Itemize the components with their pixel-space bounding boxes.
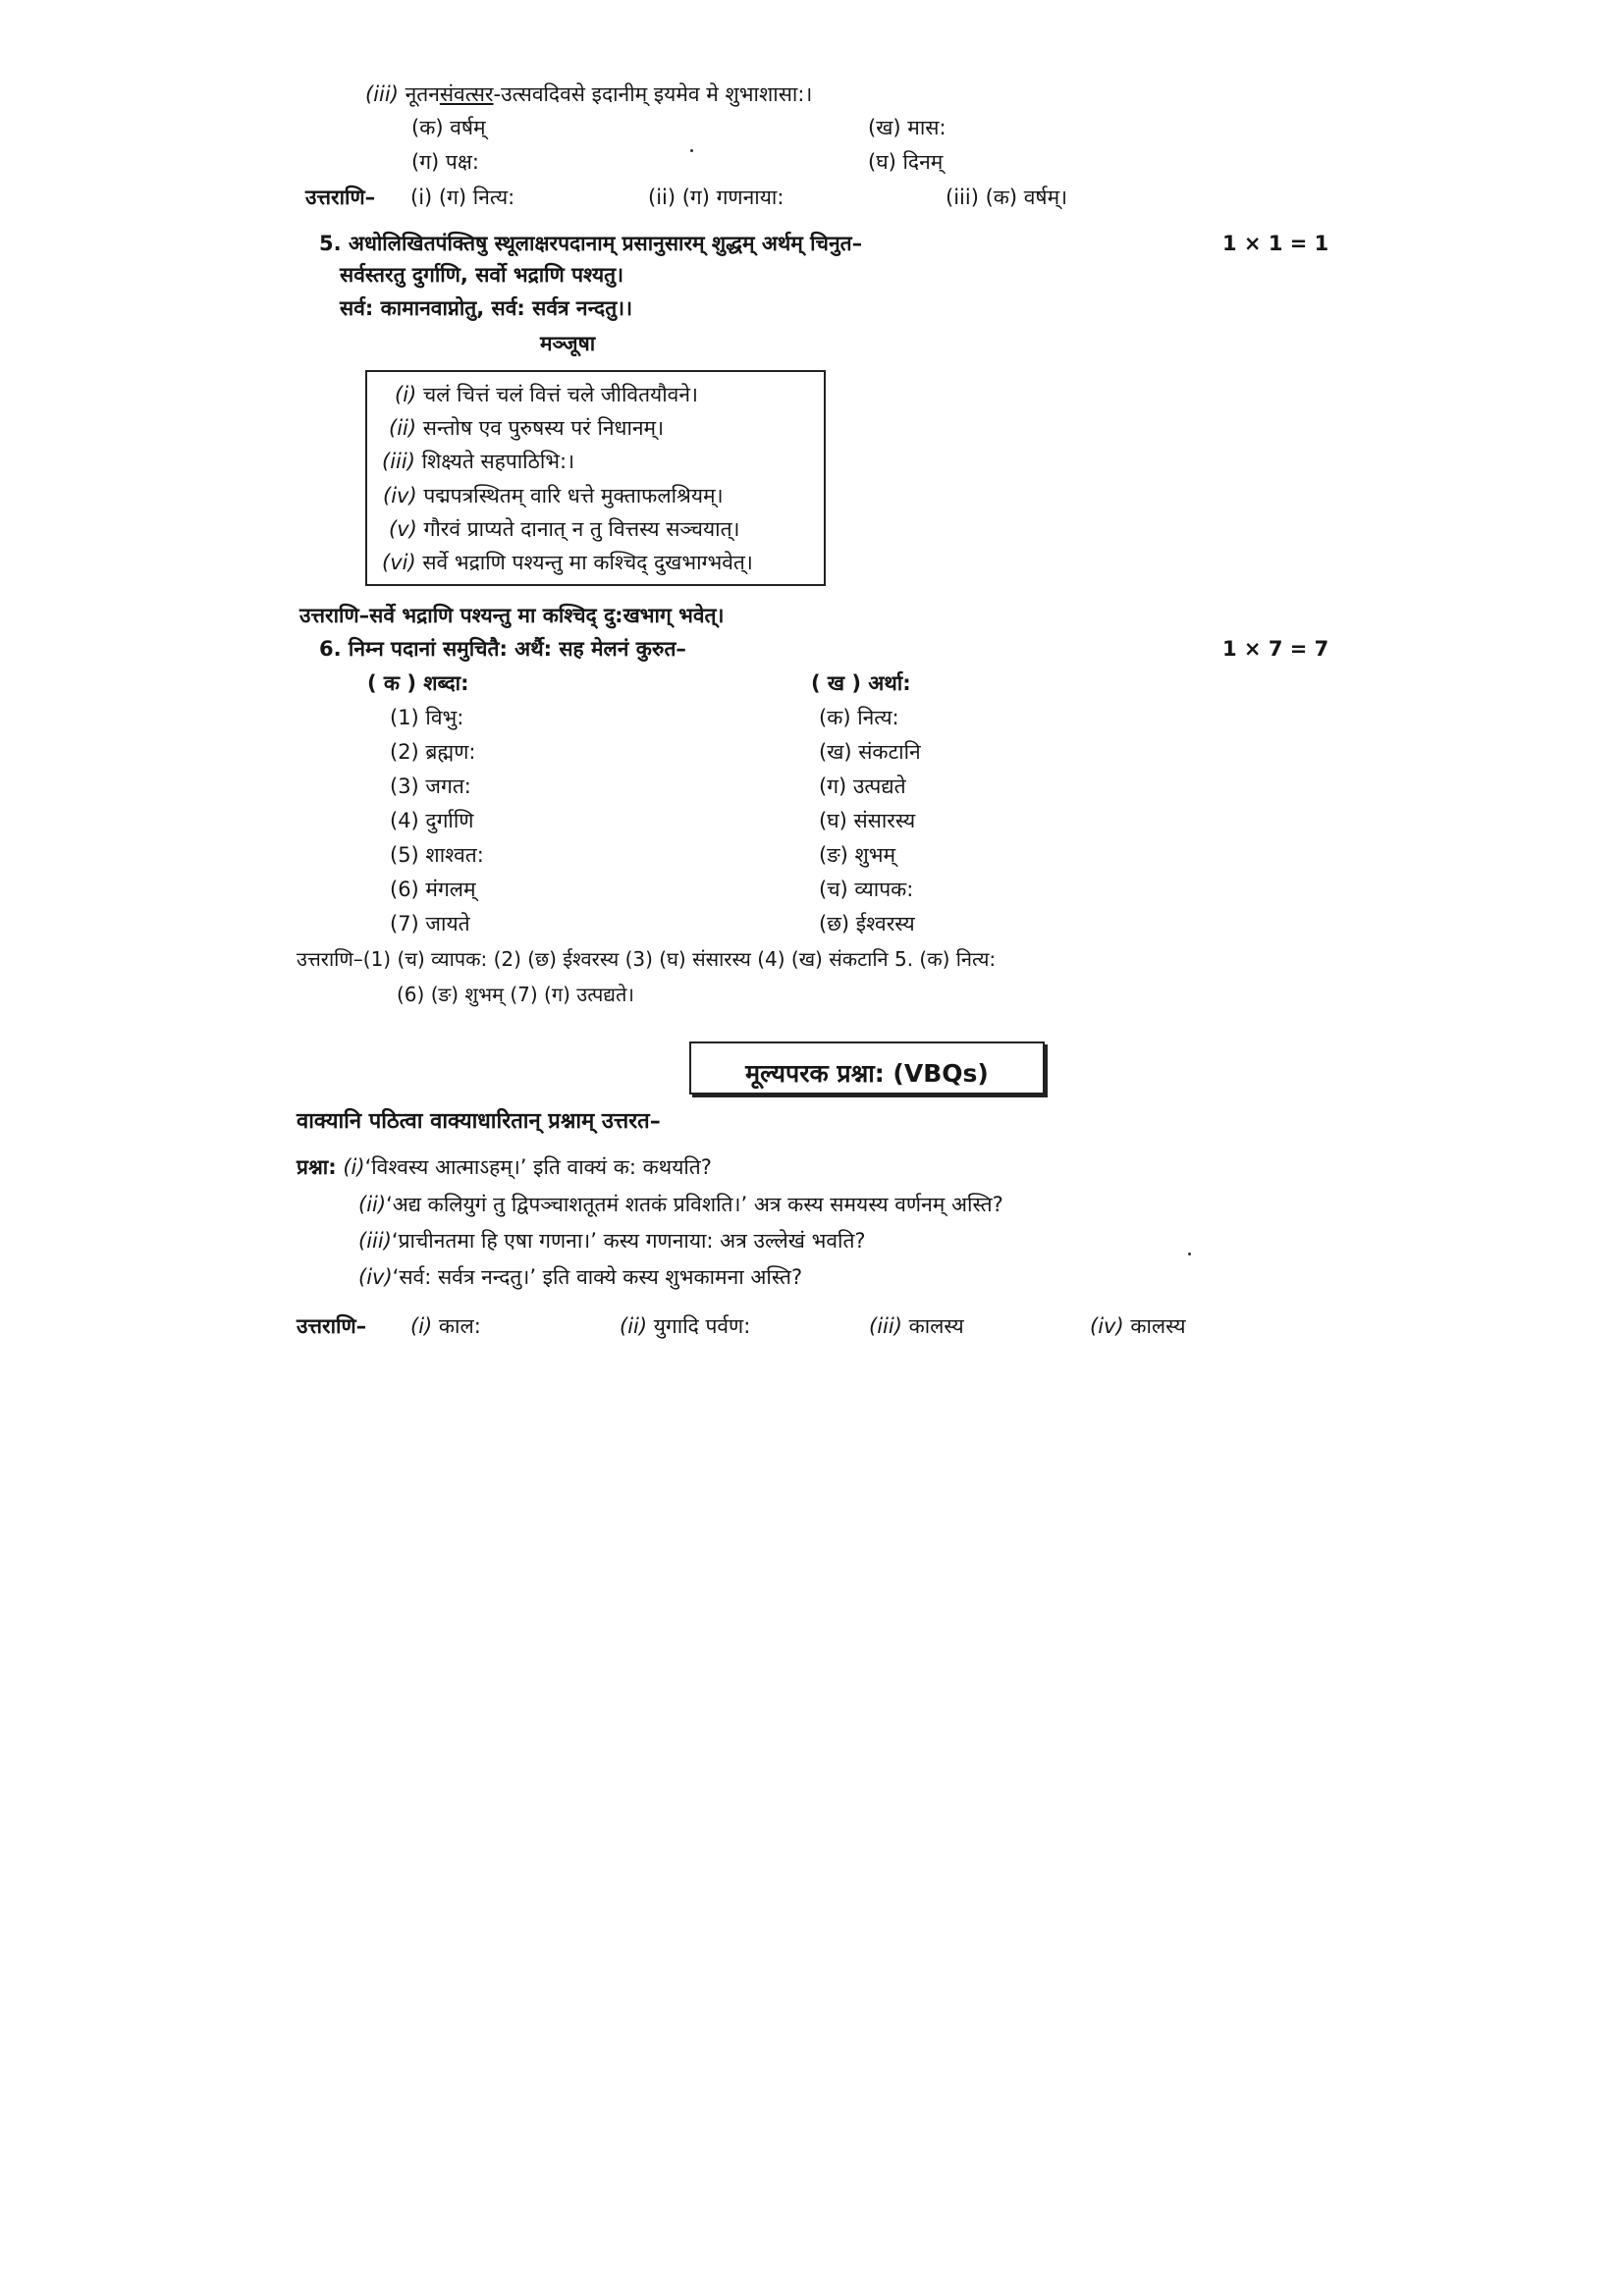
option-label: (घ) bbox=[868, 150, 896, 174]
q5-answer: उत्तराणि–सर्वे भद्राणि पश्यन्तु मा कश्चिद् दु:खभाग् भवेत्। bbox=[299, 604, 725, 627]
q6-col-a-item: (6) मंगलम् bbox=[390, 878, 476, 901]
q4-answer-ii: (ii) (ग) गणनाया: bbox=[648, 186, 784, 209]
q6-col-a-item: (4) दुर्गाणि bbox=[390, 809, 474, 832]
vbq-answer-i bbox=[410, 1316, 481, 1337]
question-num: (iv) bbox=[358, 1265, 393, 1289]
vbq-answer-iv bbox=[1090, 1316, 1186, 1337]
answer-num: (iii) bbox=[869, 1314, 902, 1338]
item-num: (iv) bbox=[383, 484, 417, 507]
q4-option-kha bbox=[868, 118, 947, 138]
q4-answer-iii: (iii) (क) वर्षम्। bbox=[946, 186, 1068, 209]
answer-text: युगादि पर्वण: bbox=[653, 1314, 751, 1338]
item-text: गौरवं प्राप्यते दानात् न तु वित्तस्य सञ्चयात्। bbox=[423, 517, 740, 541]
vbq-question-ii bbox=[358, 1195, 1003, 1215]
q6-col-b-item: (घ) संसारस्य bbox=[819, 809, 916, 832]
vbq-answer-ii bbox=[620, 1316, 750, 1337]
q4-sub-iii-underlined: संवत्सर bbox=[439, 82, 494, 106]
answer-num: (i) bbox=[410, 1314, 433, 1338]
item-text: चलं चित्तं चलं वित्तं चले जीवितयौवने। bbox=[422, 383, 698, 406]
q5-box-item-v bbox=[389, 519, 740, 540]
item-num: (ii) bbox=[389, 416, 417, 440]
q4-option-ga bbox=[411, 152, 479, 173]
q6-col-a-title: ( क ) शब्दा: bbox=[367, 671, 469, 695]
vbq-question-iii bbox=[358, 1231, 866, 1252]
q4-sub-iii bbox=[365, 84, 812, 105]
question-num: (iii) bbox=[358, 1229, 392, 1253]
q5-box-item-iv bbox=[383, 486, 724, 507]
vbq-title-box bbox=[689, 1041, 1045, 1095]
q5-heading: 5. अधोलिखितपंक्तिषु स्थूलाक्षरपदानाम् प्रसानुसारम् शुद्धम् अर्थम् चिनुत– bbox=[319, 232, 863, 255]
option-text: मास: bbox=[907, 116, 947, 139]
q4-answer-i: (i) (ग) नित्य: bbox=[410, 186, 515, 209]
q5-marks: 1 × 1 = 1 bbox=[1222, 232, 1329, 255]
q6-col-a-item: (2) ब्रह्मण: bbox=[390, 740, 476, 764]
vbq-answer-label: उत्तराणि– bbox=[297, 1314, 367, 1338]
q6-col-b-item: (ङ) शुभम् bbox=[819, 843, 896, 867]
vbq-instruction: वाक्यानि पठित्वा वाक्याधारितान् प्रश्नाम् उत्तरत– bbox=[297, 1109, 661, 1134]
option-label: (ख) bbox=[868, 116, 901, 139]
q4-answer-label: उत्तराणि– bbox=[305, 186, 376, 209]
vbq-question-i bbox=[297, 1157, 712, 1178]
vbq-answer-iii bbox=[869, 1316, 964, 1337]
q5-box-item-ii bbox=[389, 418, 664, 439]
answer-num: (iv) bbox=[1090, 1314, 1124, 1338]
answer-num: (ii) bbox=[620, 1314, 648, 1338]
item-text: शिक्ष्यते सहपाठिभि:। bbox=[421, 450, 575, 473]
option-label: (ग) bbox=[411, 150, 440, 174]
q5-verse-1: सर्वस्तरतु दुर्गाणि, सर्वो भद्राणि पश्यतु। bbox=[340, 263, 624, 287]
item-num: (iii) bbox=[382, 450, 415, 473]
q6-answer-line-1: उत्तराणि–(1) (च) व्यापक: (2) (छ) ईश्वरस्य (3) (घ) संसारस्य (4) (ख) संकटानि 5. (क) नित्य: bbox=[297, 947, 997, 971]
speck bbox=[1188, 1253, 1191, 1255]
question-text: ‘सर्व: सर्वत्र नन्दतु।’ इति वाक्ये कस्य शुभकामना अस्ति? bbox=[392, 1265, 803, 1289]
q6-col-b-item: (छ) ईश्वरस्य bbox=[819, 912, 915, 935]
item-text: सर्वे भद्राणि पश्यन्तु मा कश्चिद् दुखभाग्भवेत्। bbox=[422, 551, 753, 574]
option-label: (क) bbox=[411, 116, 444, 139]
q6-col-b-item: (क) नित्य: bbox=[819, 706, 899, 729]
vbq-title: मूल्यपरक प्रश्ना: (VBQs) bbox=[745, 1059, 989, 1088]
question-text: ‘अद्य कलियुगं तु द्विपञ्चाशतूतमं शतकं प्रविशति।’ अत्र कस्य समयस्य वर्णनम् अस्ति? bbox=[386, 1193, 1003, 1216]
option-text: वर्षम् bbox=[450, 116, 486, 139]
q4-option-gha bbox=[868, 152, 943, 173]
q4-sub-iii-num: (iii) bbox=[365, 82, 399, 106]
q6-col-a-item: (5) शाश्वत: bbox=[390, 843, 484, 867]
option-text: पक्ष: bbox=[445, 150, 479, 174]
item-num: (vi) bbox=[382, 551, 416, 574]
answer-text: कालस्य bbox=[1130, 1314, 1186, 1338]
q4-sub-iii-pre: नूतन bbox=[405, 82, 440, 106]
q6-col-b-item: (ख) संकटानि bbox=[819, 740, 921, 764]
question-text: ‘विश्वस्य आत्माऽहम्।’ इति वाक्यं क: कथयति? bbox=[364, 1155, 712, 1179]
item-text: पद्मपत्रस्थितम् वारि धत्ते मुक्ताफलश्रियम्। bbox=[423, 484, 724, 507]
q6-col-b-item: (ग) उत्पद्यते bbox=[819, 774, 906, 798]
q4-option-ka bbox=[411, 118, 486, 138]
vbq-question-label: प्रश्ना: bbox=[297, 1155, 337, 1179]
q6-col-a-item: (7) जायते bbox=[390, 912, 470, 935]
q5-box-item-i bbox=[395, 385, 698, 405]
question-num: (ii) bbox=[358, 1193, 387, 1216]
q5-verse-2: सर्व: कामानवाप्नोतु, सर्व: सर्वत्र नन्दतु।। bbox=[340, 296, 633, 320]
speck bbox=[690, 149, 693, 152]
q6-marks: 1 × 7 = 7 bbox=[1222, 637, 1329, 661]
q4-sub-iii-post: -उत्सवदिवसे इदानीम् इयमेव मे शुभाशासा:। bbox=[493, 82, 813, 106]
answer-text: काल: bbox=[438, 1314, 481, 1338]
answer-text: कालस्य bbox=[908, 1314, 964, 1338]
q5-box-item-iii bbox=[382, 452, 574, 472]
q5-box-item-vi bbox=[382, 553, 753, 573]
vbq-question-iv bbox=[358, 1267, 802, 1288]
q6-col-a-item: (1) विभु: bbox=[390, 706, 464, 729]
item-num: (i) bbox=[395, 383, 417, 406]
option-text: दिनम् bbox=[902, 150, 944, 174]
item-num: (v) bbox=[389, 517, 417, 541]
q6-col-b-item: (च) व्यापक: bbox=[819, 878, 914, 901]
item-text: सन्तोष एव पुरुषस्य परं निधानम्। bbox=[422, 416, 665, 440]
q6-col-a-item: (3) जगत: bbox=[390, 774, 471, 798]
q6-answer-line-2: (6) (ङ) शुभम् (7) (ग) उत्पद्यते। bbox=[397, 983, 634, 1006]
question-text: ‘प्राचीनतमा हि एषा गणना।’ कस्य गणनाया: अत्र उल्लेखं भवति? bbox=[391, 1229, 866, 1253]
question-num: (i) bbox=[343, 1155, 365, 1179]
q5-box-title: मञ्जूषा bbox=[540, 332, 596, 355]
q6-col-b-title: ( ख ) अर्था: bbox=[811, 671, 911, 695]
q6-heading: 6. निम्न पदानां समुचितै: अर्थै: सह मेलनं कुरुत– bbox=[319, 637, 686, 661]
